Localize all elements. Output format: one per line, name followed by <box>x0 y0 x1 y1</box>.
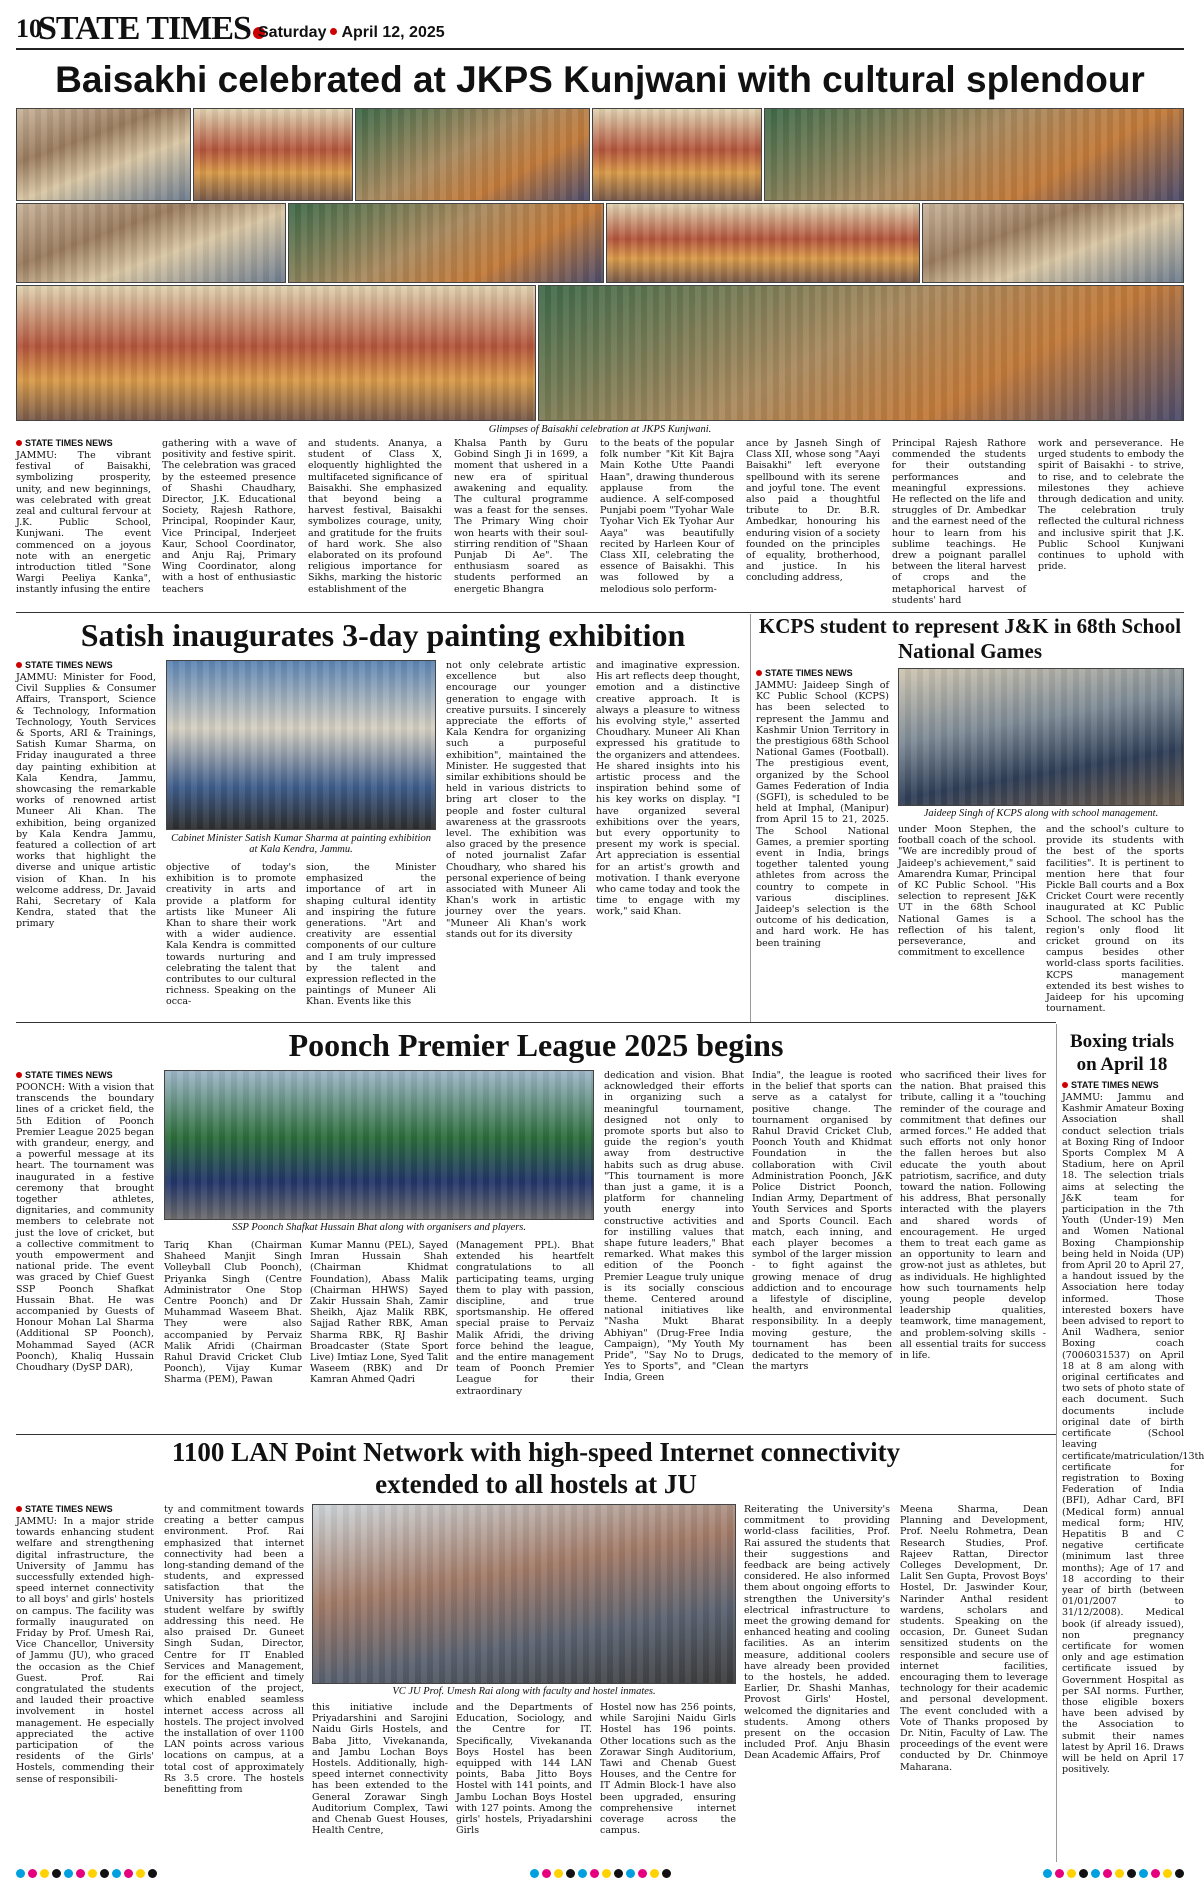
byline: STATE TIMES NEWS <box>1062 1080 1184 1090</box>
story4-headline: Poonch Premier League 2025 begins <box>288 1027 784 1063</box>
story6-column: and the Departments of Education, Sociology, and the Centre for IT. Specifically, Vivekananda Boys Hostel has been equipped with 144 LAN points, Baba Jitto Boys Hostel with 141 points, and Jambu Lochan Boys Hostel with 127 points. Among the girls' hostels, Priyadarshini Girls <box>456 1702 592 1837</box>
story4-column: Tariq Khan (Chairman Shaheed Manjit Singh Volleyball Club Poonch), Priyanka Singh (Centre Administrator One Stop Centre Poonch) and Dr Muhammad Waseem Bhat. They were also accompanied by Pervaiz Malik Afridi (Chairman Rahul Dravid Cricket Club Poonch), Vijay Kumar Sharma (PEM), Pawan <box>164 1240 302 1386</box>
registration-dot-icon <box>1079 1869 1088 1878</box>
divider <box>750 614 751 1022</box>
divider <box>16 612 1184 613</box>
divider <box>16 1022 1056 1023</box>
byline: STATE TIMES NEWS <box>16 1070 154 1080</box>
registration-dot-icon <box>1103 1869 1112 1878</box>
story5-text: JAMMU: Jammu and Kashmir Amateur Boxing Association shall conduct selection trials at Boxing Ring of Indoor Sports Complex M A Stadium, here on April 18. The selection trials aims at selecting the J&K team for participation in the 7th Youth (Under-19) Men and Women National Boxing Championship being held in Noida (UP) from April 20 to April 27, a handout issued by the Association here today informed. Those interested boxers have been advised to report to Anil Wadhera, senior Boxing coach (7006031537) on April 18 at 8 am along with original certificates and two sets of photo state of each document. Such documents include original date of birth certificate (School leaving certificate/matriculation/13th certificate for registration to Boxing Federation of India (BFI), Adhar Card, BFI (Medical form) annual medical form; HIV, Hepatitis B and C negative certificate (minimum last three months); Age of 17 and 18 according to their year of birth (between 01/01/2007 to 31/12/2008). Medical book (if already issued), non pregnancy certificate for women only and age estimation certificate issued by Government Hospital as per SAI norms. Further, those eligible boxers have been advised by the Association to submit their names latest by April 16. Draws will be held on April 17 positively. <box>1062 1092 1204 1776</box>
story1-photo <box>922 203 1184 283</box>
story1-photo <box>16 285 536 421</box>
story2-column: sion, the Minister emphasized the importance of art in shaping cultural identity and inspiring the future generations. "Art and creativity are essential components of our culture and I am truly impressed by the talent and expression reflected in the paintings of Muneer Ali Khan. Events like this <box>306 862 436 1008</box>
divider <box>16 1434 1056 1435</box>
registration-dot-icon <box>590 1869 599 1878</box>
story3-headline: KCPS student to represent J&K in 68th School National Games <box>758 614 1182 663</box>
registration-dot-icon <box>662 1869 671 1878</box>
byline: STATE TIMES NEWS <box>756 668 889 678</box>
registration-dot-icon <box>100 1869 109 1878</box>
registration-dots <box>1043 1869 1184 1878</box>
story1-column: Khalsa Panth by Guru Gobind Singh Ji in 1699, a moment that ushered in a new era of spiritual awakening and equality. The cultural programme was a feast for the senses. The Primary Wing choir won hearts with their soul-stirring rendition of "Shaan Punjab Di Ae". The enthusiasm soared as students performed an energetic Bhangra <box>454 438 588 595</box>
story2-photo <box>166 660 436 830</box>
registration-dot-icon <box>148 1869 157 1878</box>
story4-column: Kumar Mannu (PEL), Sayed Imran Hussain Shah (Chairman Khidmat Foundation), Abass Malik (Chairman HHWS) Sayed Zakir Hussain Shah, Zamir Sheikh, Ajaz Malik RBK, Sajjad Rather RBK, Aman Sharma RBK, RJ Bashir Broadcaster (State Sport Live) Imtiaz Lone, Syed Talit Waseem (RBK) and Dr Kamran Ahmed Qadri <box>310 1240 448 1386</box>
story5-column <box>1062 1080 1204 1860</box>
story2-column: not only celebrate artistic excellence but also encourage our younger generation to engage with creative pursuits. I sincerely appreciate the efforts of Kala Kendra for organizing such a purposeful exhibition", maintained the Minister. He suggested that similar exhibitions should be held in various districts to bring art closer to the people and foster cultural awareness at the grassroots level. The exhibition was also graced by the presence of noted journalist Zafar Choudhary, who shared his personal experience of being associated with Muneer Ali Khan's work in artistic journey over the years. "Muneer Ali Khan's work stands out for its diversity <box>446 660 586 940</box>
separator-dot-icon <box>330 28 337 35</box>
story2-column: objective of today's exhibition is to promote creativity in arts and provide a platform for artists like Muneer Ali Khan to share their work with a wider audience. Kala Kendra is committed towards nurturing and celebrating the talent that contributes to our cultural richness. Speaking on the occa- <box>166 862 296 1008</box>
story6-caption: VC JU Prof. Umesh Rai along with faculty and hostel inmates. <box>392 1686 656 1697</box>
date: April 12, 2025 <box>341 24 445 41</box>
story6-column <box>16 1504 154 1860</box>
story4-text: POONCH: With a vision that transcends the boundary lines of a cricket field, the 5th Edition of Poonch Premier League 2025 began with grandeur, energy, and a powerful message at its heart. The tournament was inaugurated in a festive ceremony that brought together athletes, dignitaries, and community members to celebrate not just the love of cricket, but a collective commitment to youth empowerment and national pride. The event was graced by Chief Guest SSP Poonch Shafkat Hussain Bhat. He was accompanied by Guests of Honour Mohan Lal Sharma (Additional SP Poonch), Mohammad Sayed (ACR Poonch), Khaliq Hussain Choudhary (DySP DAR), <box>16 1082 154 1374</box>
byline: STATE TIMES NEWS <box>16 438 151 448</box>
registration-dot-icon <box>602 1869 611 1878</box>
byline: STATE TIMES NEWS <box>16 1504 154 1514</box>
story1-column: to the beats of the popular folk number "Kit Kit Bajra Main Kothe Utte Paandi Haan", drawing thunderous applause from the audience. A self-composed Punjabi poem "Tyohar Wale Tyohar Vich Ek Tyohar Aur Aaya" was beautifully recited by Harleen Kour of Class XII, celebrating the essence of Baisakhi. This was followed by a melodious solo perform- <box>600 438 734 595</box>
story5-headline: Boxing trials on April 18 <box>1070 1031 1174 1075</box>
registration-dot-icon <box>650 1869 659 1878</box>
registration-dot-icon <box>1067 1869 1076 1878</box>
story1-photo <box>764 108 1184 201</box>
story1-photo <box>592 108 762 201</box>
registration-dot-icon <box>626 1869 635 1878</box>
registration-dot-icon <box>1139 1869 1148 1878</box>
registration-dot-icon <box>542 1869 551 1878</box>
story4-column: who sacrificed their lives for the nation. Bhat praised this tribute, calling it a "touching reminder of the courage and commitment that defines our armed forces." He added that such efforts not only honor the fallen heroes but also educate the youth about patriotism, sacrifice, and duty toward the nation. Following his address, Bhat personally interacted with the players and shared words of encouragement. He urged them to treat each game as an opportunity to learn and grow-not just as athletes, but as individuals. He highlighted how such tournaments help young people develop leadership qualities, teamwork, time management, and problem-solving skills - all essential traits for success in life. <box>900 1070 1046 1362</box>
story4-column <box>16 1070 154 1432</box>
registration-dot-icon <box>136 1869 145 1878</box>
registration-dot-icon <box>88 1869 97 1878</box>
registration-dot-icon <box>1151 1869 1160 1878</box>
story6-headline <box>16 1436 1056 1500</box>
paper-logo <box>38 10 265 48</box>
story6-column: Hostel now has 256 points, while Sarojini Naidu Girls Hostel has 196 points. Other locations such as the Zorawar Singh Auditorium, Tawi and Chenab Guest Houses, and the Centre for IT Admin Block-1 have also been upgraded, ensuring comprehensive internet coverage across the campus. <box>600 1702 736 1837</box>
story1-column: ance by Jasneh Singh of Class XII, whose song "Aayi Baisakhi" left everyone spellbound with its serene and joyful tone. The event also paid a thoughtful tribute to Dr. B.R. Ambedkar, honouring his enduring vision of a society founded on the principles of equality, brotherhood, and justice. In his concluding address, <box>746 438 880 584</box>
story4-caption: SSP Poonch Shafkat Hussain Bhat along with organisers and players. <box>232 1222 526 1233</box>
story1-column: Principal Rajesh Rathore commended the students for their outstanding performances and meaningful expressions. He reflected on the life and struggles of Dr. Ambedkar and the earnest need of the hour to learn from his sublime teachings. He drew a poignant parallel between the literal harvest of crops and the metaphorical harvest of students' hard <box>892 438 1026 606</box>
registration-dot-icon <box>554 1869 563 1878</box>
story1-column <box>16 438 151 610</box>
story6-column: Meena Sharma, Dean Planning and Development, Prof. Neelu Rohmetra, Dean Research Studies, Prof. Rajeev Rattan, Director Colleges Development, Dr. Lalit Sen Gupta, Provost Boys' Hostel, Dr. Jaswinder Kour, Narinder Anthal resident wardens, scholars and students. Speaking on the occasion, Dr. Guneet Sudan sensitized students on the responsible and secure use of internet facilities, encouraging them to leverage technology for their academic and personal development. The event concluded with a Vote of Thanks proposed by Dr. Nitin, Faculty of Law. The proceedings of the event were conducted by Dr. Chinmoye Maharana. <box>900 1504 1048 1773</box>
story6-headline-line: extended to all hostels at JU <box>375 1469 697 1499</box>
registration-dot-icon <box>1055 1869 1064 1878</box>
story2-text: JAMMU: Minister for Food, Civil Supplies & Consumer Affairs, Transport, Science & Technology, Information Technology, Youth Services & Sports, ARI & Trainings, Satish Kumar Sharma, on Friday inaugurated a three day painting exhibition at Kala Kendra, Jammu, showcasing the remarkable works of renowned artist Muneer Ali Khan. The exhibition, being organized by Kala Kendra Jammu, featured a collection of art works that highlight the diverse and unique artistic vision of Khan. In his welcome address, Dr. Javaid Rahi, Secretary of Kala Kendra, stated that the primary <box>16 672 156 930</box>
story1-photo <box>16 203 286 283</box>
story1-photo <box>355 108 590 201</box>
story6-headline-line: 1100 LAN Point Network with high-speed Internet connectivity <box>171 1437 901 1467</box>
story1-photo <box>538 285 1184 421</box>
story3-column: and the school's culture to provide its students with the best of the sports facilities". It is pertinent to mention here that four Pickle Ball courts and a Box Cricket Court were recently inaugurated at KC Public School. The school has the region's only flood lit cricket ground on its campus besides other world-class sports facilities. KCPS management extended its best wishes to Jaideep for his upcoming tournament. <box>1046 824 1184 1015</box>
story3-text: JAMMU: Jaideep Singh of KC Public School (KCPS) has been selected to represent the Jammu and Kashmir Union Territory in the prestigious 68th School National Games (Football). The prestigious event, organized by the School Games Federation of India (SGFI), is scheduled to be held at Imphal, (Manipur) from April 15 to 21, 2025. The School National Games, a premier sporting event in India, brings together talented young athletes from across the country to compete in various disciplines. Jaideep's selection is the outcome of his dedication, and hard work. He has been training <box>756 680 889 949</box>
byline: STATE TIMES NEWS <box>16 660 156 670</box>
story4-photo <box>164 1070 594 1220</box>
story1-headline: Baisakhi celebrated at JKPS Kunjwani with cultural splendour <box>55 59 1145 100</box>
registration-dot-icon <box>124 1869 133 1878</box>
paper-name: STATE TIMES <box>38 10 251 47</box>
registration-dot-icon <box>566 1869 575 1878</box>
story1-caption: Glimpses of Baisakhi celebration at JKPS Kunjwani. <box>488 424 712 435</box>
registration-dot-icon <box>1163 1869 1172 1878</box>
story2-caption: Cabinet Minister Satish Kumar Sharma at painting exhibition at Kala Kendra, Jammu. <box>171 833 431 855</box>
registration-dot-icon <box>40 1869 49 1878</box>
registration-dot-icon <box>1043 1869 1052 1878</box>
registration-dot-icon <box>530 1869 539 1878</box>
story1-photo <box>288 203 604 283</box>
story4-column: (Management PPL). Bhat extended his heartfelt congratulations to all participating teams, urging them to play with passion, discipline, and true sportsmanship. He offered special praise to Pervaiz Malik Afridi, the driving force behind the league, and the entire management team of Poonch Premier League for their extraordinary <box>456 1240 594 1397</box>
page-number: 10 <box>16 14 42 43</box>
story3-column <box>756 668 889 1020</box>
registration-dot-icon <box>112 1869 121 1878</box>
story3-column: under Moon Stephen, the football coach of the school. "We are incredibly proud of Jaideep's achievement," said Amarendra Kumar, Principal of KC Public School. "His selection to represent J&K UT in the 68th School National Games is a reflection of his talent, perseverance, and commitment to excellence <box>898 824 1036 959</box>
story1-column: gathering with a wave of positivity and festive spirit. The celebration was graced by the esteemed presence of Shashi Chaudhary, Director, J.K. Educational Society, Rajesh Rathore, Principal, Roopinder Kaur, Vice Principal, Inderjeet Kaur, School Coordinator, and Anju Raj, Primary Wing Coordinator, along with a host of enthusiastic teachers <box>162 438 296 595</box>
story3-photo <box>898 668 1184 806</box>
story3-caption: Jaideep Singh of KCPS along with school management. <box>923 808 1159 819</box>
registration-dot-icon <box>28 1869 37 1878</box>
print-registration-marks <box>16 1866 1184 1880</box>
story1-photo <box>16 108 191 201</box>
registration-dot-icon <box>614 1869 623 1878</box>
registration-dot-icon <box>578 1869 587 1878</box>
story2-column <box>16 660 156 1020</box>
registration-dot-icon <box>1091 1869 1100 1878</box>
story6-photo <box>312 1504 736 1684</box>
registration-dots <box>16 1869 157 1878</box>
story4-column: dedication and vision. Bhat acknowledged their efforts in organizing such a meaningful tournament, designed not only to promote sports but also to guide the region's youth away from destructive habits such as drug abuse. "This tournament is more than just a game, it is a platform for channeling youth energy into constructive activities and for instilling values that shape future leaders," Bhat remarked. What makes this edition of the Poonch Premier League truly unique is its socially conscious theme. Centered around national initiatives like "Nasha Mukt Bharat Abhiyan" (Drug-Free India Campaign), "My Youth My Pride", "Say No to Drugs, Yes to Sports", and "Clean India, Green <box>604 1070 744 1384</box>
day: Saturday <box>258 24 327 41</box>
story1-text: JAMMU: The vibrant festival of Baisakhi, symbolizing prosperity, unity, and new beginnings, was celebrated with great zeal and cultural fervour at J.K. Public School, Kunjwani. The event commenced on a joyous note with an energetic introduction titled "Sone Wargi Peeliya Kanka", instantly infusing the entire <box>16 450 151 596</box>
masthead <box>16 6 1184 50</box>
story1-photo <box>193 108 353 201</box>
story6-text: JAMMU: In a major stride towards enhancing student welfare and strengthening digital infrastructure, the University of Jammu has successfully extended high-speed internet connectivity to all boys' and girls' hostels on campus. The facility was formally inaugurated on Friday by Prof. Umesh Rai, Vice Chancellor, University of Jammu (JU), who graced the occasion as the Chief Guest. Prof. Rai congratulated the students and lauded their proactive involvement in hostel management. He especially appreciated the active participation of the residents of the Girls' Hostels, commending their sense of responsibili- <box>16 1516 154 1785</box>
story2-headline: Satish inaugurates 3-day painting exhibition <box>80 617 686 653</box>
story1-column: work and perseverance. He urged students to embody the spirit of Baisakhi - to strive, to rise, and to celebrate the milestones they achieve through dedication and unity. The celebration truly reflected the cultural richness and inclusive spirit that J.K. Public School Kunjwani continues to uphold with pride. <box>1038 438 1184 573</box>
registration-dot-icon <box>638 1869 647 1878</box>
dateline <box>258 24 445 42</box>
registration-dots <box>530 1869 671 1878</box>
story1-photo <box>606 203 920 283</box>
registration-dot-icon <box>1175 1869 1184 1878</box>
story6-column: ty and commitment towards creating a better campus environment. Prof. Rai emphasized that internet connectivity had been a long-standing demand of the students, and expressed satisfaction that the University has prioritized student welfare by swiftly addressing this need. He also praised Dr. Guneet Singh Sudan, Director, Centre for IT Enabled Services and Management, for the efficient and timely execution of the project, which enabled seamless internet access across all hostels. The project involved the installation of over 1100 LAN points across various locations on campus, at a total cost of approximately Rs 3.5 crore. The hostels benefitting from <box>164 1504 304 1796</box>
registration-dot-icon <box>76 1869 85 1878</box>
registration-dot-icon <box>16 1869 25 1878</box>
story6-column: this initiative include Priyadarshini and Sarojini Naidu Girls Hostels, and Baba Jitto, Vivekananda, and Jambu Lochan Boys Hostels. Additionally, high-speed internet connectivity has been extended to the General Zorawar Singh Auditorium Complex, Tawi and Chenab Guest Houses, Health Centre, <box>312 1702 448 1837</box>
story4-column: India", the league is rooted in the belief that sports can serve as a catalyst for positive change. The tournament organised by Rahul Dravid Cricket Club, Poonch Youth and Khidmat Foundation in the collaboration with Civil Administration Poonch, J&K Police District Poonch, Indian Army, Department of Youth Services and Sports and Sports Council. Each match, each inning, and each player becomes a symbol of the larger mission - to fight against the growing menace of drug addiction and to encourage a lifestyle of discipline, health, and environmental responsibility. In a deeply moving gesture, the tournament has been dedicated to the memory of the martyrs <box>752 1070 892 1373</box>
story1-column: and students. Ananya, a student of Class X, eloquently highlighted the multifaceted significance of Baisakhi. She emphasized that beyond being a harvest festival, Baisakhi symbolizes courage, unity, and gratitude for the fruits of hard work. She also elaborated on its profound religious importance for Sikhs, marking the historic establishment of the <box>308 438 442 595</box>
story6-column: Reiterating the University's commitment to providing world-class facilities, Prof. Rai assured the students that their suggestions and feedback are being actively considered. He also informed them about ongoing efforts to strengthen the University's electrical infrastructure to meet the growing demand for enhanced heating and cooling facilities. As an interim measure, additional coolers have already been provided to the hostels, he added. Earlier, Dr. Shashi Manhas, Provost Girls' Hostel, welcomed the dignitaries and students. Among others present on the occasion included Prof. Anju Bhasin Dean Academic Affairs, Prof <box>744 1504 890 1762</box>
registration-dot-icon <box>64 1869 73 1878</box>
registration-dot-icon <box>1127 1869 1136 1878</box>
story2-column: and imaginative expression. His art reflects deep thought, emotion and a distinctive creative approach. It is always a pleasure to witness his evolving style," asserted Choudhary. Muneer Ali Khan expressed his gratitude to the organizers and attendees. He shared insights into his artistic process and the inspiration behind some of his key works on display. "I have organized several exhibitions over the years, but every opportunity to present my work is special. Art appreciation is essential for an artist's growth and motivation. I thank everyone who came today and took the time to engage with my work," said Khan. <box>596 660 740 918</box>
registration-dot-icon <box>52 1869 61 1878</box>
registration-dot-icon <box>1115 1869 1124 1878</box>
divider <box>1056 1024 1057 1862</box>
